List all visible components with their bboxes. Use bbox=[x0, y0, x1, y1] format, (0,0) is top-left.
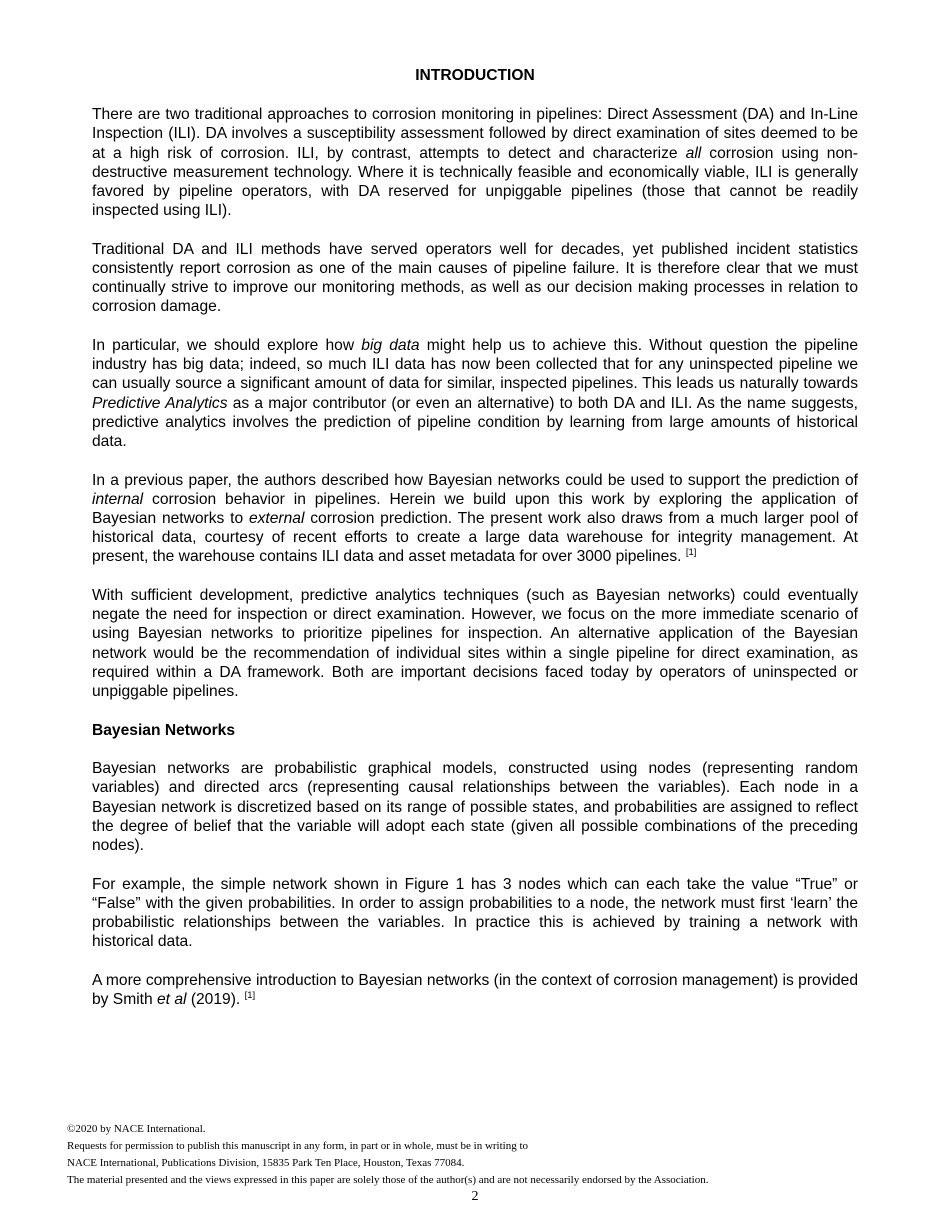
bn-paragraph-1: Bayesian networks are probabilistic graphical models, constructed using nodes (representing random variables) and directed arcs (representing causal relationships between the variables). Each node in a Bayesian network is discretized based on its range of possible states, and probabilities are assigned to reflect the degree of belief that the variable will adopt each state (given all possible combinations of the preceding nodes). bbox=[92, 760, 858, 855]
intro-paragraph-3: In particular, we should explore how big data might help us to achieve this. Without question the pipeline industry has big data; indeed, so much ILI data has now been collected that for any uninspected pipeline we can usually source a significant amount of data for similar, inspected pipelines. This leads us naturally towards Predictive Analytics as a major contributor (or even an alternative) to both DA and ILI. As the name suggests, predictive analytics involves the prediction of pipeline condition by learning from large amounts of historical data. bbox=[92, 337, 858, 451]
document-body bbox=[92, 66, 858, 1029]
intro-paragraph-1: There are two traditional approaches to corrosion monitoring in pipelines: Direct Assessment (DA) and In-Line Inspection (ILI). DA involves a susceptibility assessment followed by direct examination of sites deemed to be at a high risk of corrosion. ILI, by contrast, attempts to detect and characterize all corrosion using non-destructive measurement technology. Where it is technically feasible and economically viable, ILI is generally favored by pipeline operators, with DA reserved for unpiggable pipelines (those that cannot be readily inspected using ILI). bbox=[92, 106, 858, 220]
intro-paragraph-4: In a previous paper, the authors described how Bayesian networks could be used to support the prediction of internal corrosion behavior in pipelines. Herein we build upon this work by exploring the application of Bayesian networks to external corrosion prediction. The present work also draws from a much larger pool of historical data, courtesy of recent efforts to create a large data warehouse for integrity management. At present, the warehouse contains ILI data and asset metadata for over 3000 pipelines. [1] bbox=[92, 471, 858, 566]
subsection-heading-bayesian-networks: Bayesian Networks bbox=[92, 721, 236, 739]
intro-paragraph-5: With sufficient development, predictive analytics techniques (such as Bayesian networks) could eventually negate the need for inspection or direct examination. However, we focus on the more immediate scenario of using Bayesian networks to prioritize pipelines for inspection. An alternative application of the Bayesian network would be the recommendation of individual sites within a single pipeline for direct examination, as required within a DA framework. Both are important decisions faced today by operators of uninspected or unpiggable pipelines. bbox=[92, 587, 858, 701]
footer-copyright-line: ©2020 by NACE International. bbox=[67, 1123, 206, 1135]
footer-address-line: NACE International, Publications Division, 15835 Park Ten Place, Houston, Texas 77084. bbox=[67, 1157, 465, 1169]
copyright-footer bbox=[67, 1121, 897, 1189]
reference-marker: [1] bbox=[244, 989, 256, 1001]
bn-paragraph-3: A more comprehensive introduction to Bayesian networks (in the context of corrosion management) is provided by Smith et al (2019). [1] bbox=[92, 971, 858, 1009]
footer-disclaimer-line: The material presented and the views expressed in this paper are solely those of the author(s) and are not necessarily endorsed by the Association. bbox=[67, 1174, 709, 1186]
bn-paragraph-2: For example, the simple network shown in Figure 1 has 3 nodes which can each take the value “True” or “False” with the given probabilities. In order to assign probabilities to a node, the network must first ‘learn’ the probabilistic relationships between the variables. In practice this is achieved by training a network with historical data. bbox=[92, 875, 858, 951]
section-heading-introduction: INTRODUCTION bbox=[415, 67, 535, 84]
intro-paragraph-2: Traditional DA and ILI methods have served operators well for decades, yet published incident statistics consistently report corrosion as one of the main causes of pipeline failure. It is therefore clear that we must continually strive to improve our monitoring methods, as well as our decision making processes in relation to corrosion damage. bbox=[92, 240, 858, 316]
reference-marker: [1] bbox=[685, 547, 697, 559]
page-number: 2 bbox=[471, 1189, 479, 1204]
footer-permission-line: Requests for permission to publish this manuscript in any form, in part or in whole, must be in writing to bbox=[67, 1140, 529, 1152]
